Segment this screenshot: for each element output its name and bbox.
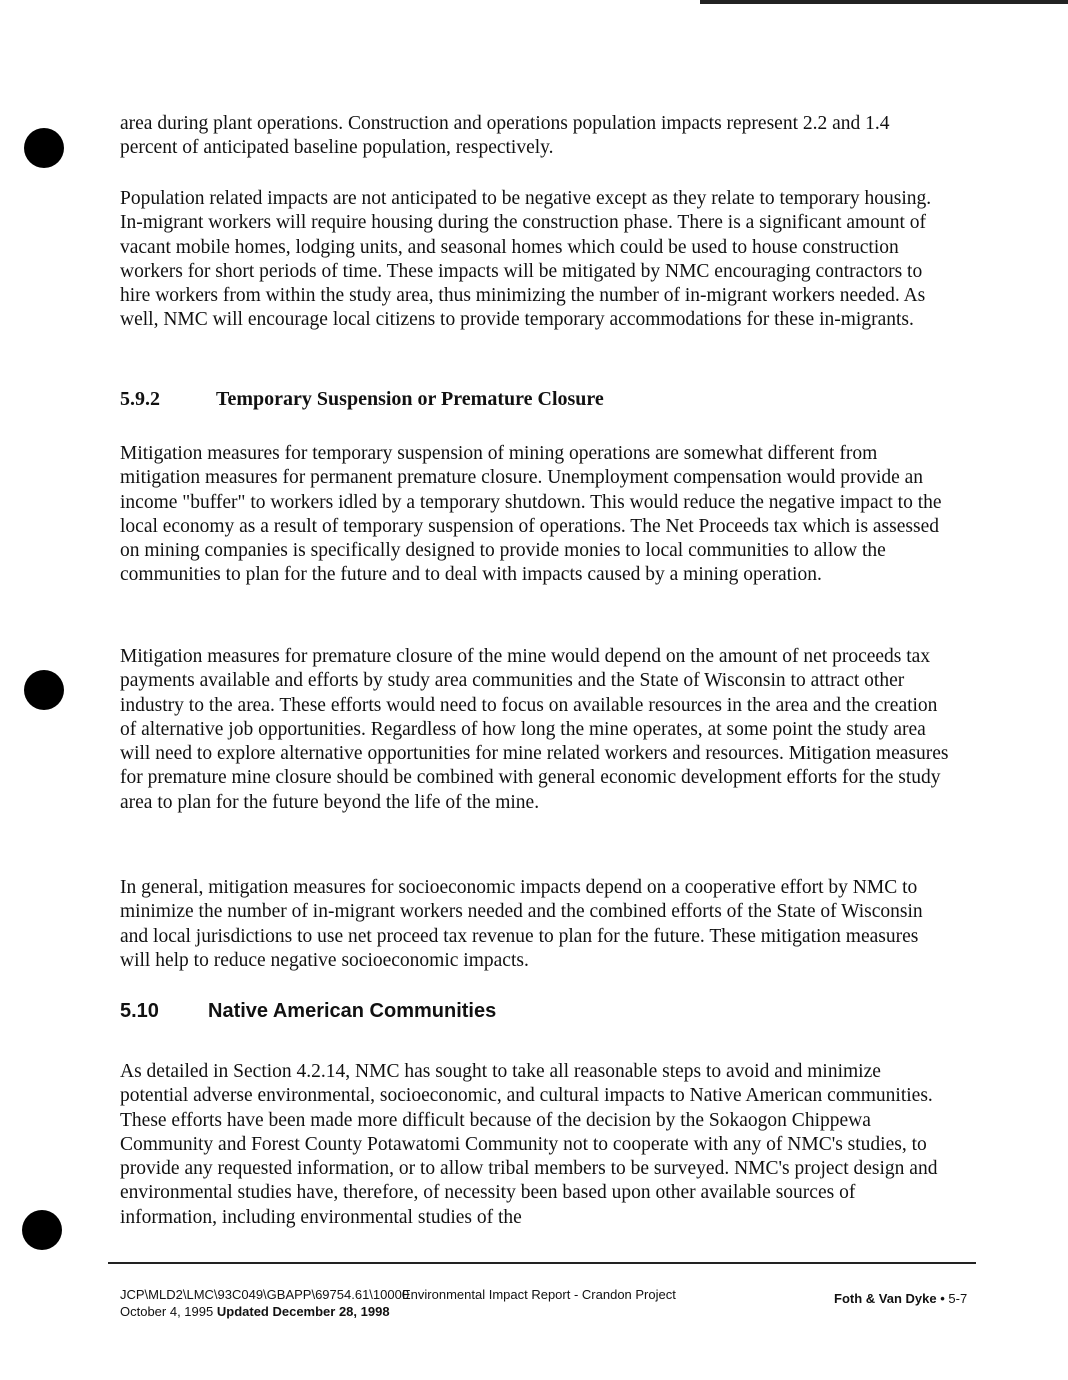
section-title: Temporary Suspension or Premature Closure (216, 388, 604, 410)
footer-updated-date: Updated December 28, 1998 (216, 1304, 390, 1319)
paragraph-premature-closure: Mitigation measures for premature closure of the mine would depend on the amount of net proceeds tax payments available and efforts by study area communities and the State of Wisconsin to attract other industry to the area. These efforts would need to focus on available resources in the area and the creation of alternative job opportunities. Regardless of how long the mine operates, at some point the study area will need to explore alternative opportunities for mine related workers and resources. Mitigation measures for premature mine closure should be combined with general economic development efforts for the study area to plan for the future beyond the life of the mine. (120, 646, 949, 813)
footer-rule (108, 1262, 976, 1264)
section-number: 5.10 (120, 1000, 159, 1022)
footer-dates (120, 1303, 409, 1320)
punch-hole-middle (24, 670, 64, 710)
paragraph-general-mitigation: In general, mitigation measures for socioeconomic impacts depend on a cooperative effort by NMC to minimize the number of in-migrant workers needed and the combined efforts of the State of Wisconsin and local jurisdictions to use net proceed tax revenue to plan for the future. These mitigation measures will help to reduce negative socioeconomic impacts. (120, 877, 923, 971)
punch-hole-top (24, 128, 64, 168)
footer-right (834, 1290, 967, 1307)
section-number: 5.9.2 (120, 388, 160, 410)
paragraph-temporary-suspension: Mitigation measures for temporary suspension of mining operations are somewhat different from mitigation measures for permanent premature closure. Unemployment compensation would provide an income "buffer" to workers idled by a temporary shutdown. This would reduce the negative impact to the local economy as a result of temporary suspension of operations. The Net Proceeds tax which is assessed on mining companies is specifically designed to provide monies to local communities to allow the communities to plan for the future and to deal with impacts caused by a mining operation. (120, 443, 942, 586)
paragraph-temporary-housing: Population related impacts are not anticipated to be negative except as they relate to temporary housing. In-migrant workers will require housing during the construction phase. There is a significant amount of vacant mobile homes, lodging units, and seasonal homes which could be used to house construction workers for short periods of time. These impacts will be mitigated by NMC encouraging contractors to hire workers from within the study area, thus minimizing the number of in-migrant workers needed. As well, NMC will encourage local citizens to provide temporary accommodations for these in-migrants. (120, 188, 932, 331)
top-edge-rule (700, 0, 1068, 4)
footer-original-date: October 4, 1995 (120, 1304, 214, 1319)
footer-bullet: • (940, 1291, 945, 1306)
footer-file-path: JCP\MLD2\LMC\93C049\GBAPP\69754.61\10000 (120, 1287, 410, 1302)
footer-page-number: 5-7 (948, 1291, 968, 1306)
punch-hole-bottom (22, 1210, 62, 1250)
footer-firm-name: Foth & Van Dyke (834, 1291, 937, 1306)
paragraph-population-percent: area during plant operations. Construction and operations population impacts represent 2.2 and 1.4 percent of anticipated baseline population, respectively. (120, 113, 890, 159)
section-title: Native American Communities (208, 1000, 497, 1022)
footer-report-title: Environmental Impact Report - Crandon Project (402, 1287, 676, 1302)
paragraph-native-american: As detailed in Section 4.2.14, NMC has sought to take all reasonable steps to avoid and minimize potential adverse environmental, socioeconomic, and cultural impacts to Native American communities. These efforts have been made more difficult because of the decision by the Sokaogon Chippewa Community and Forest County Potawatomi Community not to cooperate with any of NMC's studies, to provide any requested information, or to allow tribal members to be surveyed. NMC's project design and environmental studies have, therefore, of necessity been based upon other available sources of information, including environmental studies of the (120, 1061, 938, 1228)
section-heading-5-10 (120, 1000, 496, 1023)
footer-left (120, 1286, 409, 1320)
section-heading-5-9-2 (120, 388, 604, 411)
